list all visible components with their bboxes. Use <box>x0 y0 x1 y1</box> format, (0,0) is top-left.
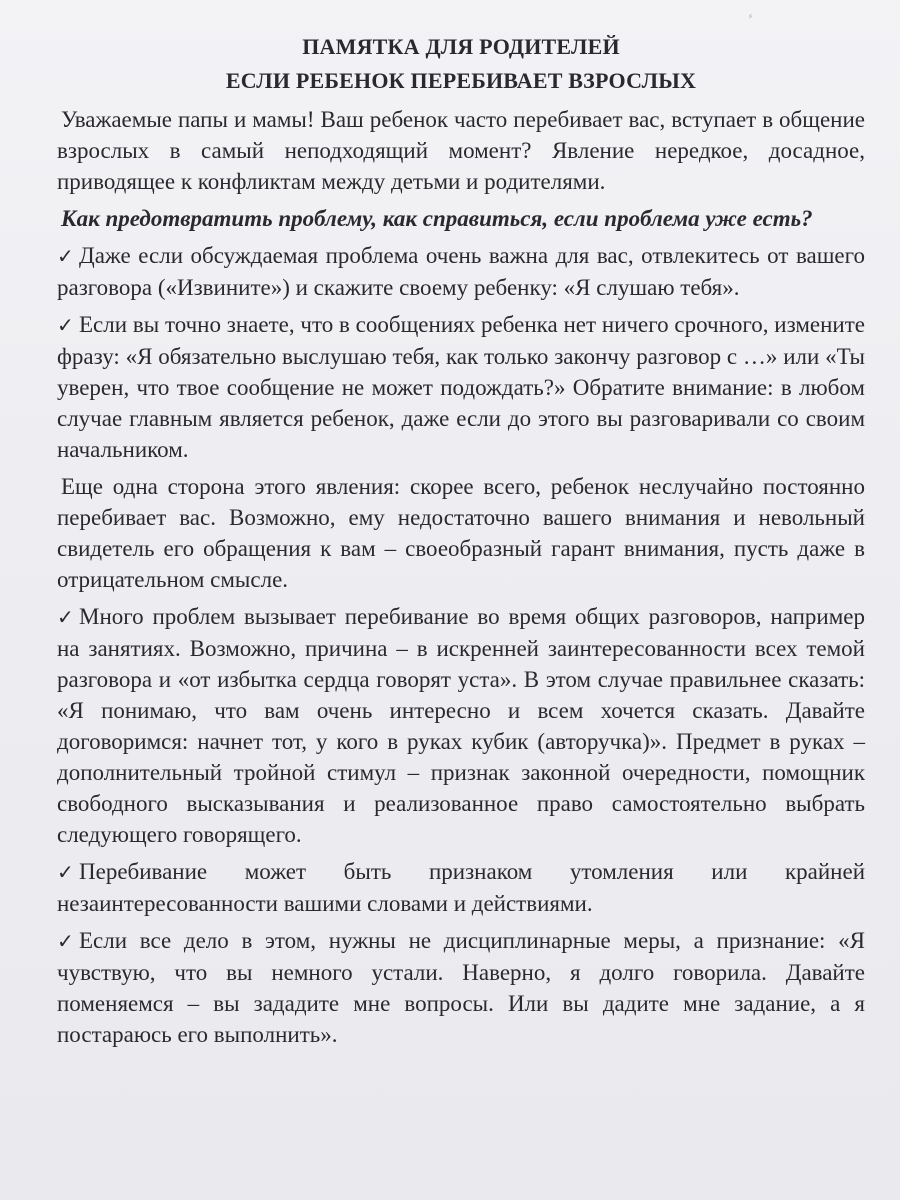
page-title: ПАМЯТКА ДЛЯ РОДИТЕЛЕЙ <box>302 34 620 59</box>
check-icon: ✓ <box>57 244 74 268</box>
document-content <box>57 24 865 1050</box>
paragraph-3: Еще одна сторона этого явления: скорее всего, ребенок неслучайно постоянно перебивает вас. Возможно, ему недостаточно вашего внимания и невольный свидетель его обращения к вам – своеобразный гарант внимания, пусть даже в отрицательном смысле. <box>57 474 865 592</box>
page-subtitle: ЕСЛИ РЕБЕНОК ПЕРЕБИВАЕТ ВЗРОСЛЫХ <box>225 68 697 93</box>
check-icon: ✓ <box>57 929 74 953</box>
check-icon: ✓ <box>57 605 74 629</box>
pen-mark: ⸗ <box>746 8 754 23</box>
tip-paragraph-2: ✓ Если вы точно знаете, что в сообщениях ребенка нет ничего срочного, измените фразу: «Я обязательно выслушаю тебя, как только закончу разговор с …» или «Ты уверен, что твое сообщение не может подождать?» Обратите внимание: в любом случае главным является ребенок, даже если до этого вы разговаривали со своим начальником. <box>57 312 865 462</box>
tip-paragraph-5: ✓ Если все дело в этом, нужны не дисциплинарные меры, а признание: «Я чувствую, что вы немного устали. Наверно, я долго говорила. Давайте поменяемся – вы зададите мне вопросы. Или вы дадите мне задание, а я постараюсь его выполнить». <box>57 928 865 1047</box>
intro-paragraph: Уважаемые папы и мамы! Ваш ребенок часто перебивает вас, вступает в общение взрослых в самый неподходящий момент? Явление нередкое, досадное, приводящее к конфликтам между детьми и родителями. <box>57 107 865 194</box>
check-icon: ✓ <box>57 313 74 337</box>
question-heading: Как предотвратить проблему, как справиться, если проблема уже есть? <box>61 206 813 231</box>
tip-paragraph-1: ✓ Даже если обсуждаемая проблема очень важна для вас, отвлекитесь от вашего разговора («Извините») и скажите своему ребенку: «Я слушаю тебя». <box>57 243 865 300</box>
tip-paragraph-4: ✓ Перебивание может быть признаком утомления или крайней незаинтересованности вашими словами и действиями. <box>57 859 865 916</box>
check-icon: ✓ <box>57 860 74 884</box>
tip-paragraph-3: ✓ Много проблем вызывает перебивание во время общих разговоров, например на занятиях. Возможно, причина – в искренней заинтересованности всех темой разговора и «от избытка сердца говорят уста». В этом случае правильнее сказать: «Я понимаю, что вам очень интересно и всем хочется сказать. Давайте договоримся: начнет тот, у кого в руках кубик (авторучка)». Предмет в руках – дополнительный тройной стимул – признак законной очередности, помощник свободного высказывания и реализованное право самостоятельно выбрать следующего говорящего. <box>57 604 865 847</box>
